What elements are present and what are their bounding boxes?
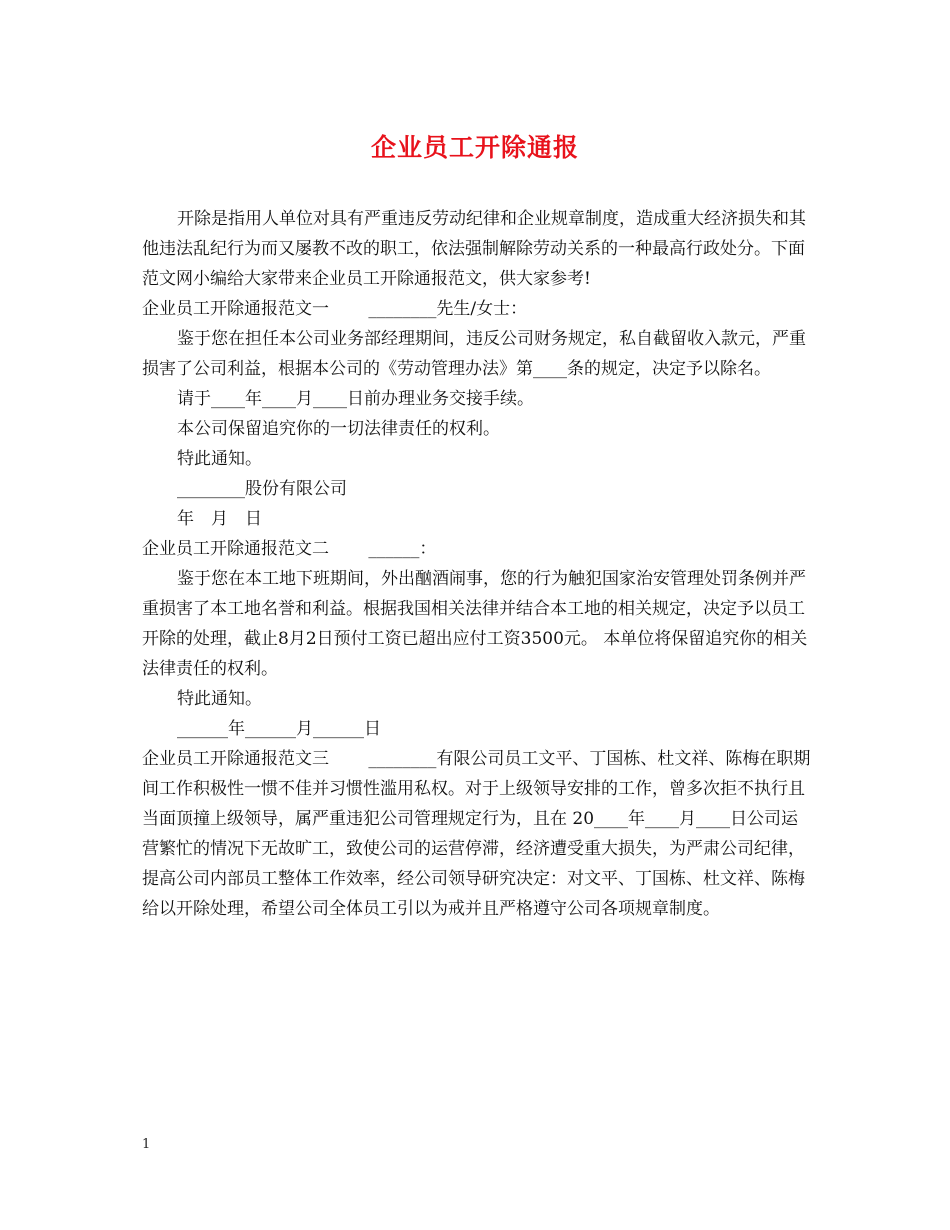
sample1-notice: 特此通知。 <box>177 449 262 469</box>
document-body <box>142 204 814 924</box>
sample1-company: ________股份有限公司 <box>177 479 347 499</box>
sample1-body: 鉴于您在担任本公司业务部经理期间，违反公司财务规定，私自截留收入款元，严重损害了公司利益，根据本公司的《劳动管理办法》第____条的规定，决定予以除名。 <box>142 329 806 379</box>
sample2-body: 鉴于您在本工地下班期间，外出酗酒闹事，您的行为触犯国家治安管理处罚条例并严重损害了本工地名誉和利益。根据我国相关法律并结合本工地的相关规定，决定予以员工开除的处理，截止8月2日预付工资已超出应付工资3500元。 本单位将保留追究你的相关法律责任的权利。 <box>142 569 808 679</box>
sample1-heading: 企业员工开除通报范文一 ________先生/女士： <box>142 299 528 319</box>
sample2-date: ______年______月______日 <box>177 719 381 739</box>
document-title: 企业员工开除通报 <box>370 133 579 162</box>
page-number: 1 <box>142 1137 151 1152</box>
sample2-notice: 特此通知。 <box>177 689 262 709</box>
sample1-reserve: 本公司保留追究你的一切法律责任的权利。 <box>177 419 500 439</box>
sample1-date: 年 月 日 <box>177 509 262 529</box>
intro-paragraph: 开除是指用人单位对具有严重违反劳动纪律和企业规章制度，造成重大经济损失和其他违法乱纪行为而又屡教不改的职工，依法强制解除劳动关系的一种最高行政处分。下面范文网小编给大家带来企业员工开除通报范文，供大家参考! <box>142 209 806 289</box>
sample3-body: 企业员工开除通报范文三 ________有限公司员工文平、丁国栋、杜文祥、陈梅在职期间工作积极性一惯不佳并习惯性滥用私权。对于上级领导安排的工作，曾多次拒不执行且当面顶撞上级领导，属严重违犯公司管理规定行为，且在 20____年____月____日公司运营繁忙的情况下无故旷工，致使公司的运营停滞，经济遭受重大损失，为严肃公司纪律，提高公司内部员工整体工作效率，经公司领导研究决定：对文平、丁国栋、杜文祥、陈梅给以开除处理，希望公司全体员工引以为戒并且严格遵守公司各项规章制度。 <box>142 749 811 919</box>
sample2-heading: 企业员工开除通报范文二 ______： <box>142 539 437 559</box>
sample1-handover: 请于____年____月____日前办理业务交接手续。 <box>177 389 534 409</box>
